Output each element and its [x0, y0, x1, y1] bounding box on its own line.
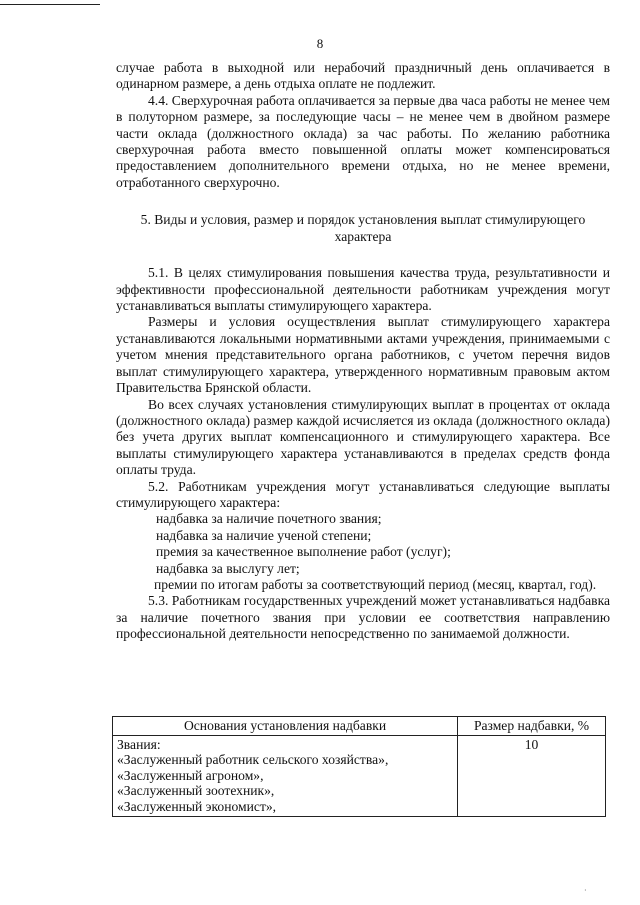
table-row — [113, 735, 606, 816]
paragraph-percent-calculation: Во всех случаях установления стимулирующих выплат в процентах от оклада (должностного оклада) размер каждой исчисляется из оклада (должностного оклада) без учета других выплат компенсационного и стимулирующего характера. Все выплаты стимулирующего характера устанавливаются в пределах средств фонда оплаты труда. — [116, 396, 610, 478]
corner-mark: · — [584, 886, 587, 895]
allowance-table — [112, 716, 606, 817]
paragraph-4-4: 4.4. Сверхурочная работа оплачивается за первые два часа работы не менее чем в полуторном размере, за последующие часы – не менее чем в двойном размере части оклада (должностного оклада) за час работы. По желанию работника сверхурочная работа вместо повышенной оплаты может компенсироваться предоставлением дополнительного времени отдыха, но не менее времени, отработанного сверхурочно. — [116, 92, 610, 190]
top-rule — [0, 4, 100, 5]
page-number: 8 — [316, 36, 324, 51]
section-5-heading: 5. Виды и условия, размер и порядок установления выплат стимулирующего характера — [140, 212, 586, 245]
list-item: надбавка за наличие ученой степени; — [156, 527, 372, 543]
table-header-amount: Размер надбавки, % — [458, 717, 606, 736]
paragraph-5-3: 5.3. Работникам государственных учреждений может устанавливаться надбавка за наличие почетного звания при условии ее соответствия направлению профессиональной деятельности непосредственно по занимаемой должности. — [116, 593, 611, 642]
list-item: премии по итогам работы за соответствующий период (месяц, квартал, год). — [154, 576, 597, 592]
paragraph-5-2: 5.2. Работникам учреждения могут устанавливаться следующие выплаты стимулирующего характера: — [116, 478, 610, 510]
paragraph-stimulus-sizes: Размеры и условия осуществления выплат стимулирующего характера устанавливаются локальными нормативными актами учреждения, принимаемыми с учетом мнения представительного органа работников, с учетом перечня видов выплат стимулирующего характера, утвержденного нормативным правовым актом Правительства Брянской области. — [116, 314, 610, 396]
basis-line: «Заслуженный зоотехник», — [117, 783, 275, 799]
basis-line: «Заслуженный работник сельского хозяйства», — [117, 752, 389, 768]
paragraph-5-1: 5.1. В целях стимулирования повышения качества труда, результативности и эффективности профессиональной деятельности работникам учреждения могут устанавливаться выплаты стимулирующего характера. — [116, 265, 610, 314]
table-cell-amount: 10 — [458, 735, 606, 816]
table-header-basis: Основания установления надбавки — [113, 717, 458, 736]
list-item: надбавка за наличие почетного звания; — [156, 511, 382, 527]
list-item: премия за качественное выполнение работ (услуг); — [156, 544, 451, 560]
table-cell-basis — [113, 735, 458, 816]
basis-line: «Заслуженный экономист», — [117, 798, 277, 814]
document-body — [116, 60, 610, 643]
list-item: надбавка за выслугу лет; — [156, 560, 300, 576]
basis-line: «Заслуженный агроном», — [117, 767, 264, 783]
paragraph-overtime-continued: случае работа в выходной или нерабочий праздничный день оплачивается в одинарном размере, а день отдыха оплате не подлежит. — [116, 60, 610, 92]
basis-line: Звания: — [117, 736, 161, 752]
